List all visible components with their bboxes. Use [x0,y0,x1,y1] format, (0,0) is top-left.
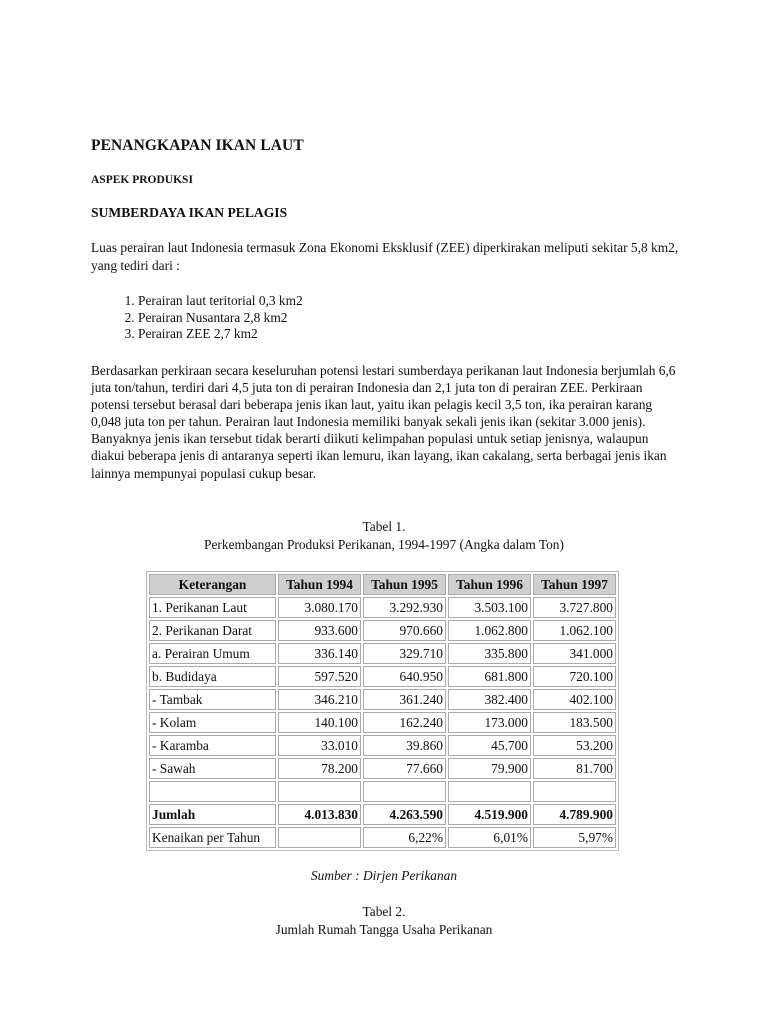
value-cell: 4.789.900 [533,804,616,825]
value-cell: 597.520 [278,666,361,687]
table-row [149,712,616,733]
table1-title: Perkembangan Produksi Perikanan, 1994-1997 (Angka dalam Ton) [204,537,564,552]
table1-number: Tabel 1. [362,519,406,534]
row-label-cell: - Sawah [149,758,276,779]
list-item: 2. Perairan Nusantara 2,8 km2 [138,310,303,327]
value-cell: 341.000 [533,643,616,664]
value-cell: 140.100 [278,712,361,733]
row-label-cell [149,781,276,802]
table-row [149,804,616,825]
document-title: PENANGKAPAN IKAN LAUT [91,137,304,154]
row-label-cell: - Kolam [149,712,276,733]
value-cell: 4.013.830 [278,804,361,825]
value-cell: 4.519.900 [448,804,531,825]
value-cell: 183.500 [533,712,616,733]
table-body [149,597,616,848]
value-cell: 5,97% [533,827,616,848]
value-cell [448,781,531,802]
value-cell: 336.140 [278,643,361,664]
value-cell: 329.710 [363,643,446,664]
document-subtitle: ASPEK PRODUKSI [91,174,193,186]
row-label-cell: a. Perairan Umum [149,643,276,664]
value-cell: 33.010 [278,735,361,756]
value-cell [533,781,616,802]
value-cell: 39.860 [363,735,446,756]
value-cell: 77.660 [363,758,446,779]
column-header: Tahun 1994 [278,574,361,595]
row-label-cell: 2. Perikanan Darat [149,620,276,641]
table2-number: Tabel 2. [362,904,406,919]
value-cell: 346.210 [278,689,361,710]
value-cell [278,781,361,802]
row-label-cell: b. Budidaya [149,666,276,687]
value-cell: 78.200 [278,758,361,779]
value-cell: 3.503.100 [448,597,531,618]
value-cell: 970.660 [363,620,446,641]
value-cell: 4.263.590 [363,804,446,825]
area-list [91,293,303,343]
value-cell: 1.062.100 [533,620,616,641]
section-heading: SUMBERDAYA IKAN PELAGIS [91,205,288,220]
value-cell: 720.100 [533,666,616,687]
value-cell: 45.700 [448,735,531,756]
table-row [149,735,616,756]
value-cell: 81.700 [533,758,616,779]
value-cell: 6,01% [448,827,531,848]
row-label-cell: Kenaikan per Tahun [149,827,276,848]
value-cell: 3.080.170 [278,597,361,618]
row-label-cell: - Tambak [149,689,276,710]
value-cell: 79.900 [448,758,531,779]
value-cell: 3.292.930 [363,597,446,618]
value-cell: 3.727.800 [533,597,616,618]
intro-paragraph: Luas perairan laut Indonesia termasuk Zona Ekonomi Eksklusif (ZEE) diperkirakan meliputi sekitar 5,8 km2, yang tediri dari : [91,240,679,273]
table2-title: Jumlah Rumah Tangga Usaha Perikanan [275,922,493,937]
value-cell: 162.240 [363,712,446,733]
table2-caption [91,903,677,939]
table-row [149,666,616,687]
table1-caption [91,518,677,554]
value-cell: 640.950 [363,666,446,687]
table-row [149,758,616,779]
value-cell: 173.000 [448,712,531,733]
row-label-cell: Jumlah [149,804,276,825]
column-header: Tahun 1996 [448,574,531,595]
value-cell: 6,22% [363,827,446,848]
body-paragraph: Berdasarkan perkiraan secara keseluruhan potensi lestari sumberdaya perikanan laut Indonesia berjumlah 6,6 juta ton/tahun, terdiri dari 4,5 juta ton di perairan Indonesia dan 2,1 juta ton di perairan ZEE. Perkiraan potensi tersebut berasal dari beberapa jenis ikan laut, yaitu ikan pelagis kecil 3,5 ton, ika perairan karang 0,048 juta ton per tahun. Perairan laut Indonesia memiliki banyak sekali jenis ikan (sekitar 3.000 jenis). Banyaknya jenis ikan tersebut tidak berarti diikuti kelimpahan populasi untuk setiap jenisnya, walaupun diakui beberapa jenis di antaranya seperti ikan lemuru, ikan layang, ikan cakalang, serta berbagai jenis ikan lainnya mempunyai populasi cukup besar. [91,363,676,481]
list-item: 3. Perairan ZEE 2,7 km2 [138,326,303,343]
value-cell: 933.600 [278,620,361,641]
table-row [149,620,616,641]
value-cell: 335.800 [448,643,531,664]
value-cell: 681.800 [448,666,531,687]
value-cell [363,781,446,802]
production-table [146,571,619,851]
value-cell: 53.200 [533,735,616,756]
value-cell: 382.400 [448,689,531,710]
value-cell: 402.100 [533,689,616,710]
table-row [149,643,616,664]
row-label-cell: - Karamba [149,735,276,756]
list-item: 1. Perairan laut teritorial 0,3 km2 [138,293,303,310]
table-row [149,827,616,848]
table-row [149,597,616,618]
column-header: Keterangan [149,574,276,595]
source-note: Sumber : Dirjen Perikanan [310,868,458,883]
value-cell: 1.062.800 [448,620,531,641]
column-header: Tahun 1997 [533,574,616,595]
value-cell: 361.240 [363,689,446,710]
table-row [149,689,616,710]
row-label-cell: 1. Perikanan Laut [149,597,276,618]
table-row [149,781,616,802]
column-header: Tahun 1995 [363,574,446,595]
value-cell [278,827,361,848]
table-header-row [149,574,616,595]
